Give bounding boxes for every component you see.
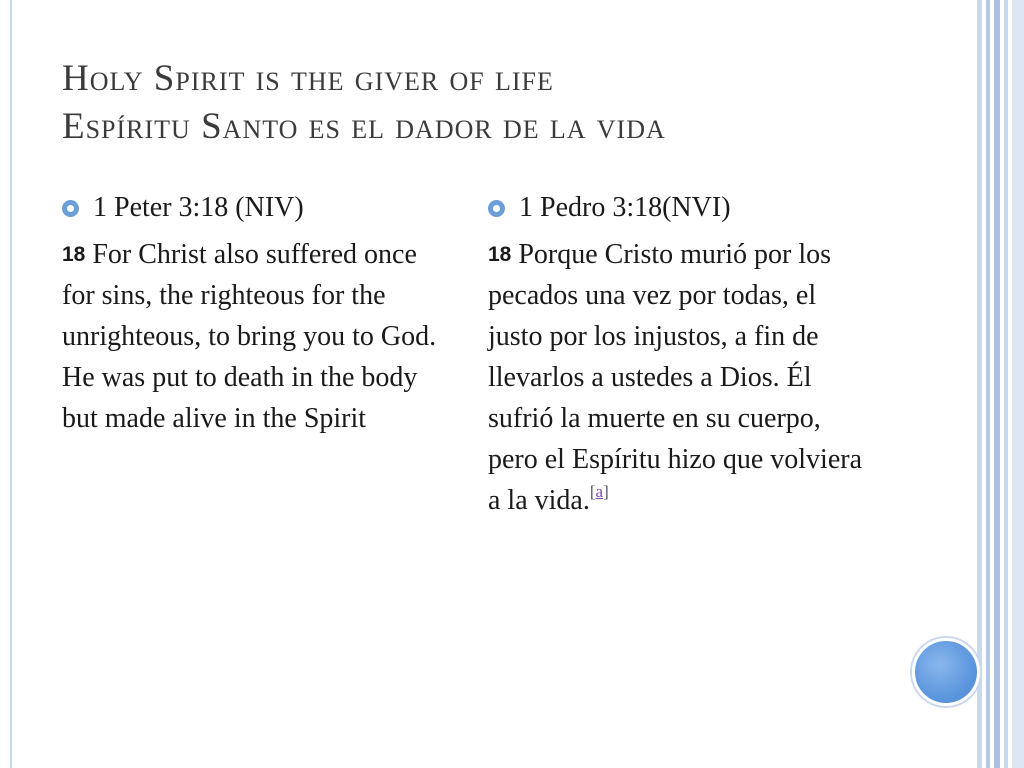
right-decor-stripe [994,0,1000,768]
spanish-reference: 1 Pedro 3:18(NVI) [519,192,731,223]
spanish-column [488,190,868,521]
title-line-english: Holy Spirit is the giver of life [62,58,554,99]
spanish-verse-number: 18 [488,243,512,266]
right-decor-stripe [1004,0,1008,768]
right-decor-stripe [977,0,982,768]
footnote-link[interactable]: a [595,482,604,501]
left-border-rule [10,0,12,768]
slide-title [62,55,962,151]
title-line-spanish: Espíritu Santo es el dador de la vida [62,106,666,147]
spanish-reference-bullet [488,190,868,226]
right-decor-stripe [1012,0,1024,768]
english-verse-text: For Christ also suffered once for sins, the righteous for the unrighteous, to bring you to God. He was put to death in the body but made alive in the Spirit [62,239,437,434]
english-reference-bullet [62,190,442,226]
english-verse [62,234,442,439]
english-column [62,190,442,439]
english-reference: 1 Peter 3:18 (NIV) [93,192,304,223]
bullet-icon [62,200,79,217]
spanish-verse [488,234,868,521]
footnote-marker: [a] [589,482,609,501]
english-verse-number: 18 [62,243,86,266]
spanish-verse-text: Porque Cristo murió por los pecados una vez por todas, el justo por los injustos, a fin de llevarlos a ustedes a Dios. Él sufrió la muerte en su cuerpo, pero el Espíritu hizo que volviera a la vida. [488,239,862,516]
circle-ornament [912,638,980,706]
right-decor-stripe [986,0,990,768]
bullet-icon [488,200,505,217]
